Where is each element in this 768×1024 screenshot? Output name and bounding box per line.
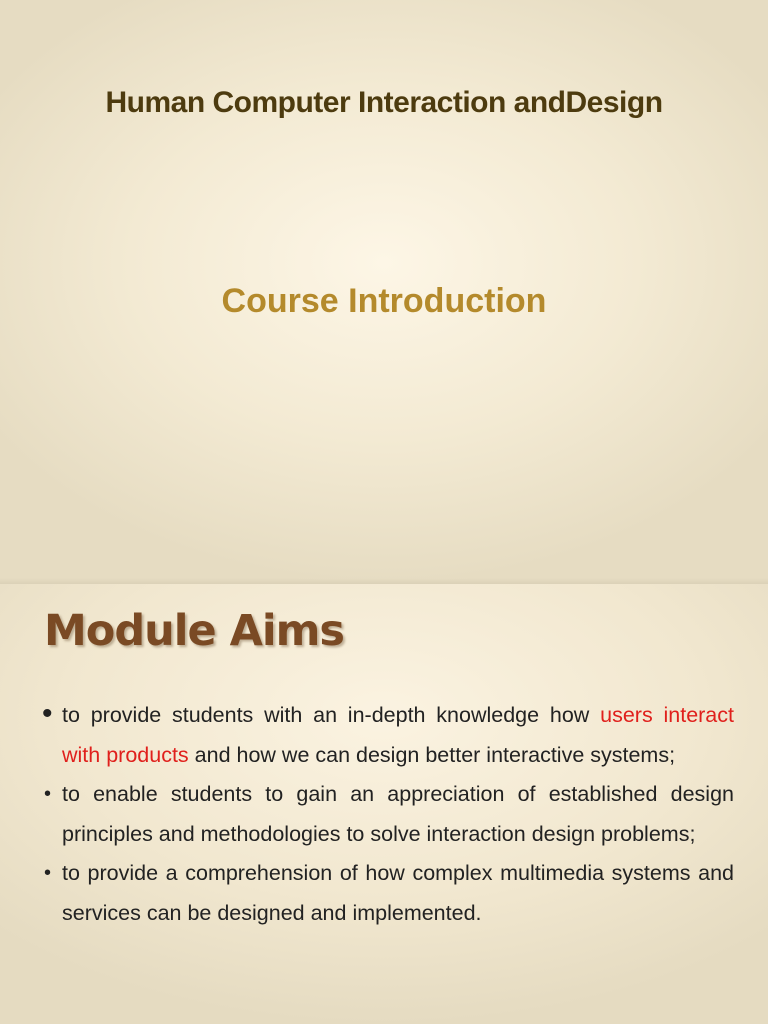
- list-item: [44, 775, 734, 854]
- bullet-text-after: and how we can design better interactive systems;: [194, 742, 676, 767]
- aims-list: [44, 696, 734, 933]
- slide-module-aims: [0, 584, 768, 1024]
- bullet-text-before: to provide students with an in-depth knowledge how: [62, 703, 590, 727]
- bullet-text: to provide a comprehension of how complex multimedia systems and services can be designed and implemented.: [62, 861, 734, 925]
- list-item: [44, 696, 734, 775]
- section-heading: Module Aims: [44, 606, 345, 656]
- highlighted-phrase: users interact with products: [62, 703, 734, 767]
- bullet-icon: •: [42, 697, 53, 730]
- bullet-icon: •: [44, 783, 52, 805]
- bullet-text: to enable students to gain an appreciation of established design principles and methodologies to solve interaction design problems;: [62, 782, 734, 846]
- page-title: Human Computer Interaction andDesign: [105, 86, 663, 119]
- page-subtitle: Course Introduction: [221, 282, 547, 320]
- list-item: [44, 854, 734, 933]
- bullet-icon: •: [44, 862, 52, 884]
